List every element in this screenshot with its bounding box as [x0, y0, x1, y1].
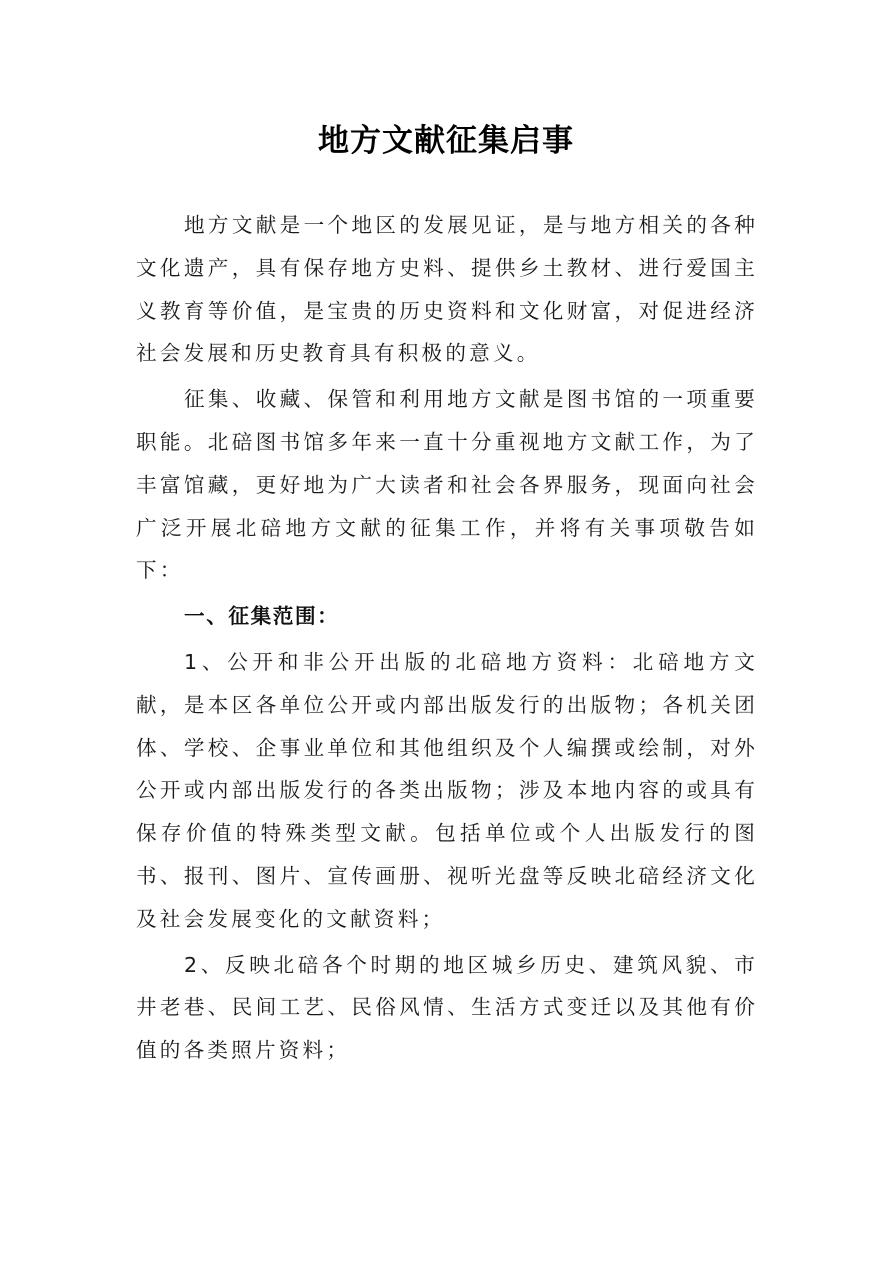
intro-paragraph: 地方文献是一个地区的发展见证，是与地方相关的各种文化遗产，具有保存地方史料、提供乡土教材、进行爱国主义教育等价值，是宝贵的历史资料和文化财富，对促进经济社会发展和历史教育具有积极的意义。 — [136, 213, 758, 366]
scope-item-1: 1、公开和非公开出版的北碚地方资料：北碚地方文献，是本区各单位公开或内部出版发行的出版物；各机关团体、学校、企事业单位和其他组织及个人编撰或绘制，对外公开或内部出版发行的各类出版物；涉及本地内容的或具有保存价值的特殊类型文献。包括单位或个人出版发行的图书、报刊、图片、宣传画册、视听光盘等反映北碚经济文化及社会发展变化的文献资料； — [136, 649, 758, 931]
document-title: 地方文献征集启事 — [318, 123, 574, 159]
scope-item-2: 2、反映北碚各个时期的地区城乡历史、建筑风貌、市井老巷、民间工艺、民俗风情、生活方式变迁以及其他有价值的各类照片资料； — [136, 952, 758, 1063]
document-body — [136, 204, 758, 1072]
section-heading: 一、征集范围： — [184, 604, 340, 629]
purpose-paragraph: 征集、收藏、保管和利用地方文献是图书馆的一项重要职能。北碚图书馆多年来一直十分重视地方文献工作，为了丰富馆藏，更好地为广大读者和社会各界服务，现面向社会广泛开展北碚地方文献的征集工作，并将有关事项敬告如下： — [136, 387, 758, 583]
